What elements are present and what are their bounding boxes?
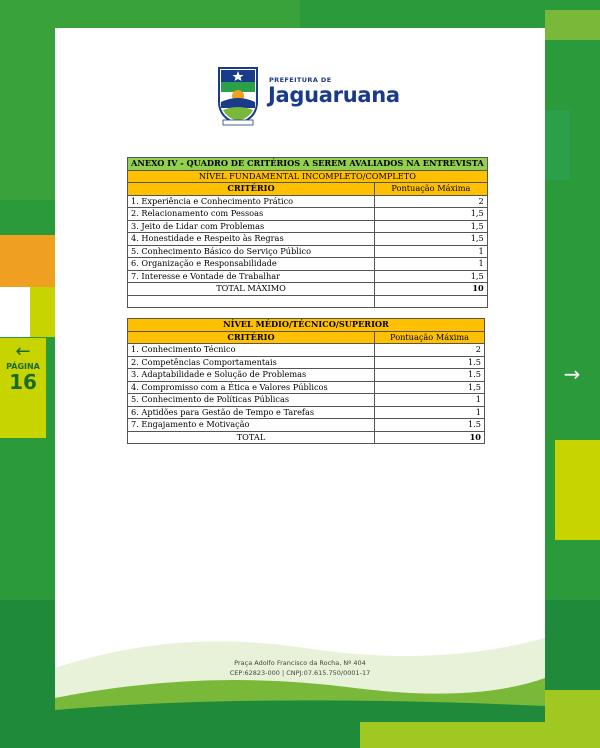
arrow-left-icon: ←	[15, 341, 31, 362]
level-heading: NÍVEL MÉDIO/TÉCNICO/SUPERIOR	[128, 319, 485, 332]
table-row: 7. Engajamento e Motivação 1.5	[128, 419, 485, 432]
total-row	[128, 283, 488, 296]
table-row: 2. Relacionamento com Pessoas 1,5	[128, 208, 488, 221]
logo-prefix: PREFEITURA DE	[269, 76, 332, 84]
table-row: 5. Conhecimento Básico do Serviço Público 1	[128, 245, 488, 258]
next-page-button[interactable]	[560, 362, 584, 386]
criteria-table-fundamental	[127, 157, 488, 308]
footer-cep-cnpj: CEP:62823-000 | CNPJ:07.615.750/0001-17	[229, 669, 371, 677]
annex-title: ANEXO IV - QUADRO DE CRITÉRIOS A SEREM AVALIADOS NA ENTREVISTA	[128, 158, 488, 171]
column-header-pontuacao: Pontuação Máxima	[375, 331, 485, 344]
criteria-table-medio	[127, 318, 485, 444]
table-row: 3. Adaptabilidade e Solução de Problemas 1.5	[128, 369, 485, 382]
total-value: 10	[375, 283, 488, 296]
previous-page-button[interactable]	[0, 338, 46, 438]
total-label: TOTAL	[128, 431, 375, 444]
table-row: 7. Interesse e Vontade de Trabalhar 1,5	[128, 270, 488, 283]
total-row	[128, 431, 485, 444]
table-row: 4. Compromisso com a Ética e Valores Públicos 1,5	[128, 381, 485, 394]
table-row: 1. Experiência e Conhecimento Prático 2	[128, 195, 488, 208]
document-page	[55, 28, 545, 722]
table-row: 6. Aptidões para Gestão de Tempo e Tarefas 1	[128, 406, 485, 419]
table-row: 6. Organização e Responsabilidade 1	[128, 258, 488, 271]
page-label: PÁGINA	[6, 362, 40, 371]
spacer-row	[128, 295, 488, 307]
total-label: TOTAL MÁXIMO	[128, 283, 375, 296]
footer-address: Praça Adolfo Francisco da Rocha, Nº 404	[234, 659, 366, 667]
page-footer	[55, 658, 545, 678]
table-row: 2. Competências Comportamentais 1.5	[128, 356, 485, 369]
table-row: 5. Conhecimento de Políticas Públicas 1	[128, 394, 485, 407]
total-value: 10	[375, 431, 485, 444]
arrow-right-icon: →	[563, 362, 581, 386]
table-row: 4. Honestidade e Respeito às Regras 1,5	[128, 233, 488, 246]
column-header-pontuacao: Pontuação Máxima	[375, 183, 488, 196]
table-row: 1. Conhecimento Técnico 2	[128, 344, 485, 357]
page-number: 16	[9, 370, 37, 394]
table-row: 3. Jeito de Lidar com Problemas 1,5	[128, 220, 488, 233]
column-header-criterio: CRITÉRIO	[128, 331, 375, 344]
logo-name: Jaguaruana	[268, 83, 400, 107]
column-header-criterio: CRITÉRIO	[128, 183, 375, 196]
city-crest-icon	[213, 64, 263, 126]
level-heading: NÍVEL FUNDAMENTAL INCOMPLETO/COMPLETO	[128, 170, 488, 183]
jaguaruana-logo	[213, 64, 413, 128]
